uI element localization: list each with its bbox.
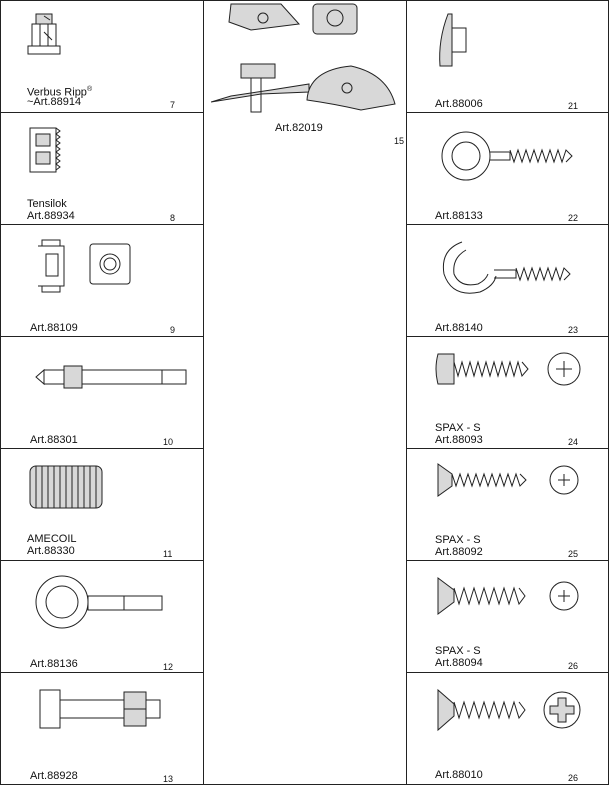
product-cell <box>0 672 203 784</box>
item-number: 7 <box>170 100 176 110</box>
item-number: 12 <box>163 662 174 672</box>
item-number: 10 <box>163 437 174 447</box>
eye-bolt-icon <box>34 574 164 634</box>
article-number: Art.88330 <box>27 545 75 557</box>
article-number: Art.88934 <box>27 210 75 222</box>
article-number: Art.88094 <box>435 657 483 669</box>
button-cap-icon <box>436 10 476 70</box>
article-number: Art.88133 <box>435 210 483 222</box>
item-number: 9 <box>170 325 176 335</box>
item-number: 26 <box>568 773 579 783</box>
product-cell <box>203 0 406 150</box>
countersunk-screw-icon <box>434 460 584 500</box>
screw-eye-icon <box>440 130 580 186</box>
item-number: 25 <box>568 549 579 559</box>
flange-nut-icon <box>26 12 76 62</box>
product-title: Verbus Ripp® <box>27 86 93 99</box>
article-number: Art.88092 <box>435 546 483 558</box>
item-number: 11 <box>163 549 173 559</box>
product-title: SPAX - S <box>435 534 481 546</box>
product-cell <box>406 672 609 784</box>
cage-nut-icon <box>34 238 134 294</box>
product-cell <box>406 336 609 448</box>
product-cell <box>0 0 203 112</box>
article-number: Art.82019 <box>275 122 323 134</box>
coil-insert-icon <box>28 462 108 512</box>
article-number: Art.88006 <box>435 98 483 110</box>
article-number: Art.88109 <box>30 322 78 334</box>
item-number: 13 <box>163 774 174 784</box>
product-cell <box>406 560 609 672</box>
threaded-pin-icon <box>34 362 194 392</box>
item-number: 23 <box>568 325 579 335</box>
product-title: SPAX - S <box>435 645 481 657</box>
item-number: 22 <box>568 213 579 223</box>
article-number: ~Art.88914 <box>27 96 82 108</box>
product-cell <box>0 112 203 224</box>
product-cell <box>406 112 609 224</box>
article-number: Art.88140 <box>435 322 483 334</box>
phillips-screw-icon <box>434 686 584 734</box>
product-cell <box>406 448 609 560</box>
product-title: SPAX - S <box>435 422 481 434</box>
article-number: Art.88301 <box>30 434 78 446</box>
product-title: Tensilok <box>27 198 67 210</box>
product-title: AMECOIL <box>27 533 77 545</box>
product-cell <box>0 336 203 448</box>
product-cell <box>406 224 609 336</box>
item-number: 24 <box>568 437 579 447</box>
article-number: Art.88010 <box>435 769 483 781</box>
item-number: 8 <box>170 213 176 223</box>
pan-head-screw-icon <box>434 350 584 390</box>
glazing-clip-icon <box>211 0 401 122</box>
article-number: Art.88093 <box>435 434 483 446</box>
screw-hook-icon <box>440 236 580 302</box>
item-number: 26 <box>568 661 579 671</box>
product-cell <box>0 224 203 336</box>
product-cell <box>406 0 609 112</box>
countersunk-screw-icon <box>434 574 584 618</box>
hex-bolt-nut-icon <box>38 688 162 730</box>
item-number: 21 <box>568 101 579 111</box>
article-number: Art.88928 <box>30 770 78 782</box>
article-number: Art.88136 <box>30 658 78 670</box>
product-cell <box>0 448 203 560</box>
product-cell <box>0 560 203 672</box>
item-number: 15 <box>394 136 405 146</box>
lock-nut-icon <box>26 126 76 176</box>
